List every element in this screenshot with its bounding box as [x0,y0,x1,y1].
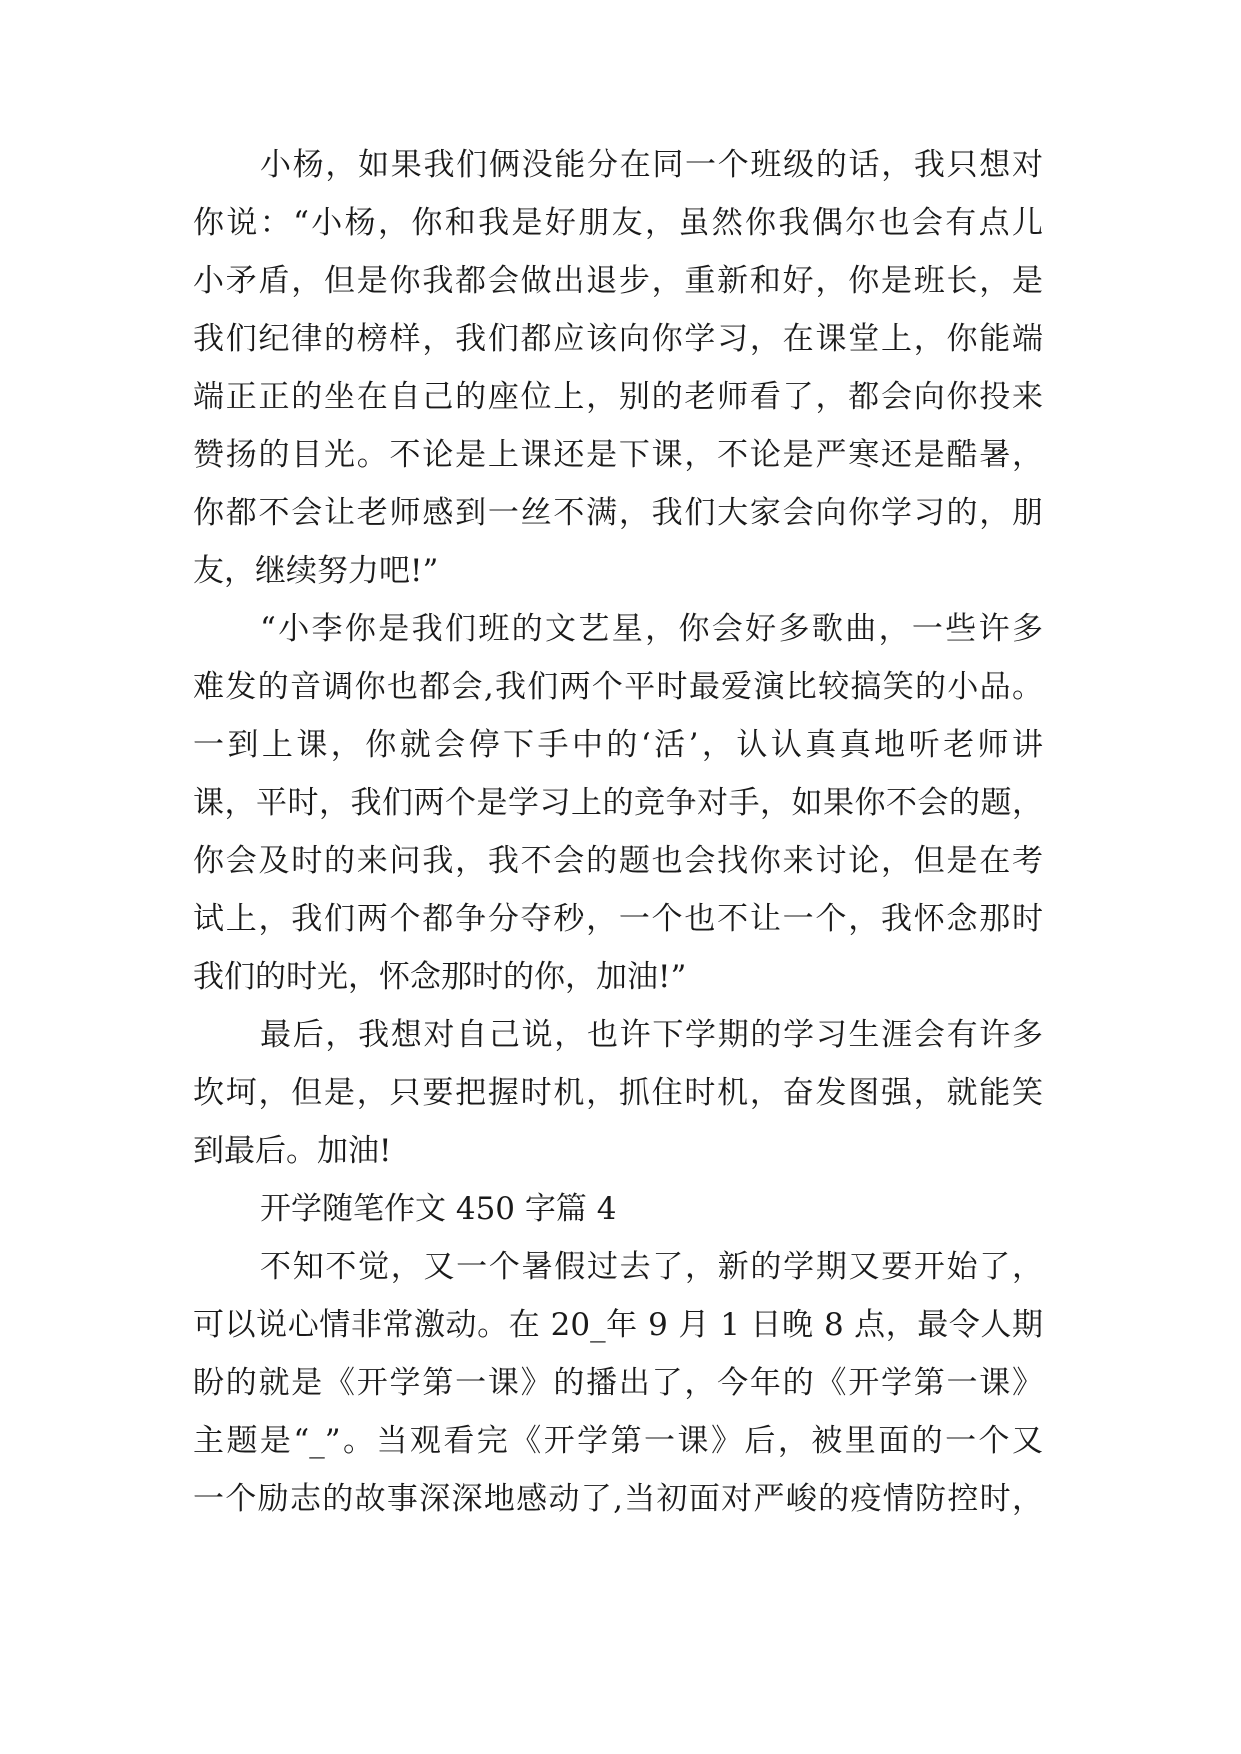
paragraph-2-line-6: 试上，我们两个都争分夺秒，一个也不让一个，我怀念那时 [193,901,1043,937]
paragraph-2-line-4: 课，平时，我们两个是学习上的竞争对手，如果你不会的题， [193,785,1043,821]
paragraph-4-line-4: 主题是“_”。当观看完《开学第一课》后，被里面的一个又 [193,1423,1043,1459]
paragraph-1-line-7: 你都不会让老师感到一丝不满，我们大家会向你学习的，朋 [193,495,1043,531]
paragraph-2-line-3: 一到上课，你就会停下手中的‘活’，认认真真地听老师讲 [193,727,1043,763]
paragraph-4-line-1: 不知不觉，又一个暑假过去了，新的学期又要开始了， [260,1249,1043,1285]
paragraph-1-line-4: 我们纪律的榜样，我们都应该向你学习，在课堂上，你能端 [193,321,1043,357]
section-heading: 开学随笔作文 450 字篇 4 [260,1191,617,1227]
paragraph-2-line-1: “小李你是我们班的文艺星，你会好多歌曲，一些许多 [260,611,1043,647]
paragraph-4-line-3: 盼的就是《开学第一课》的播出了，今年的《开学第一课》 [193,1365,1043,1401]
paragraph-2-line-2: 难发的音调你也都会,我们两个平时最爱演比较搞笑的小品。 [193,669,1043,705]
paragraph-1-line-5: 端正正的坐在自己的座位上，别的老师看了，都会向你投来 [193,379,1043,415]
paragraph-3-line-1: 最后，我想对自己说，也许下学期的学习生涯会有许多 [260,1017,1043,1053]
paragraph-2-line-5: 你会及时的来问我，我不会的题也会找你来讨论，但是在考 [193,843,1043,879]
paragraph-1-line-6: 赞扬的目光。不论是上课还是下课，不论是严寒还是酷暑， [193,437,1043,473]
paragraph-3-line-3: 到最后。加油! [193,1133,392,1169]
paragraph-3-line-2: 坎坷，但是，只要把握时机，抓住时机，奋发图强，就能笑 [193,1075,1043,1111]
paragraph-2-line-7: 我们的时光，怀念那时的你，加油!” [193,959,687,995]
paragraph-1-line-8: 友，继续努力吧!” [193,553,439,589]
paragraph-1-line-2: 你说：“小杨，你和我是好朋友，虽然你我偶尔也会有点儿 [193,205,1043,241]
paragraph-1-line-1: 小杨，如果我们俩没能分在同一个班级的话，我只想对 [260,147,1043,183]
paragraph-4-line-5: 一个励志的故事深深地感动了,当初面对严峻的疫情防控时， [193,1481,1043,1517]
paragraph-1-line-3: 小矛盾，但是你我都会做出退步，重新和好，你是班长，是 [193,263,1043,299]
paragraph-4-line-2: 可以说心情非常激动。在 20_年 9 月 1 日晚 8 点，最令人期 [193,1307,1043,1343]
